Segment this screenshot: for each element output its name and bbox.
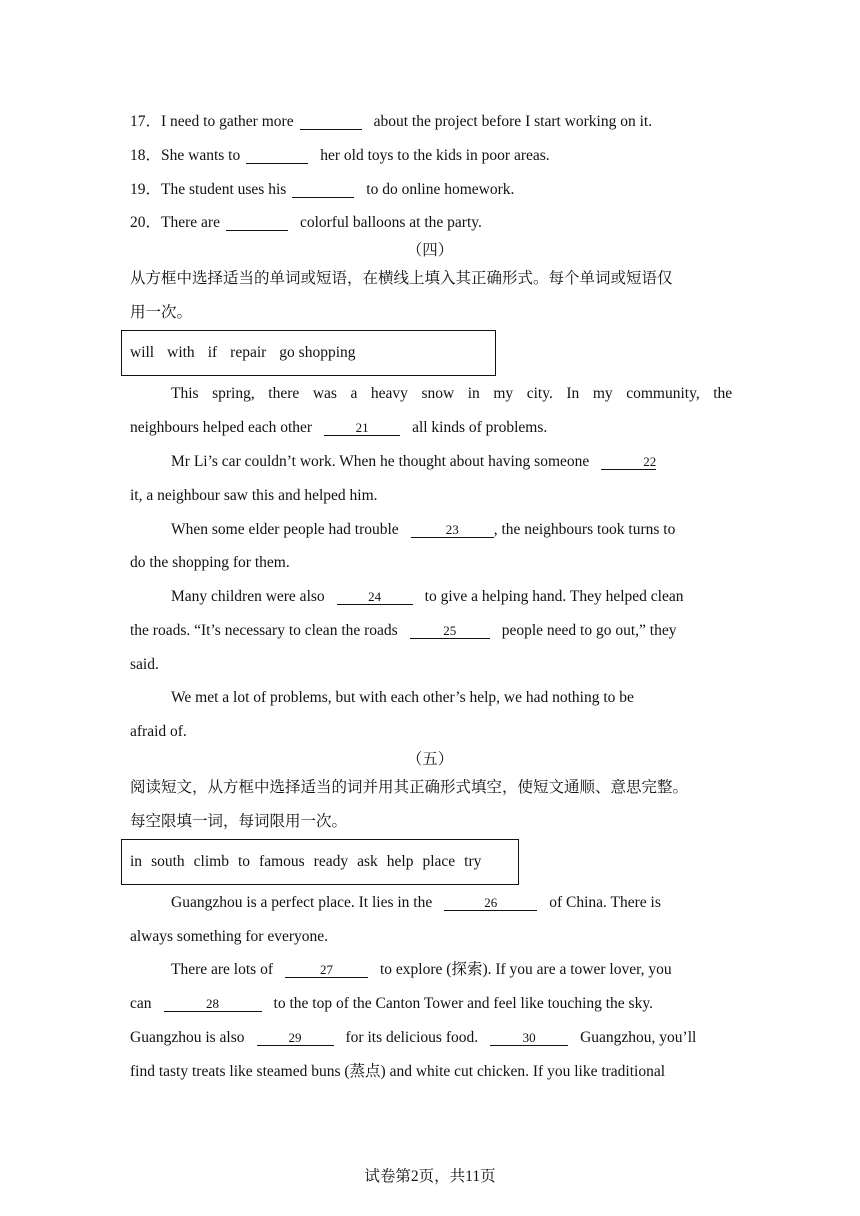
blank-29: 29 bbox=[257, 1031, 334, 1046]
passage-4-p2-line1: Mr Li’s car couldn’t work. When he thought about having someone 22 bbox=[171, 453, 657, 470]
word-box-4 bbox=[121, 330, 496, 376]
answer-blank bbox=[226, 216, 288, 231]
passage-4-p4-line3: said. bbox=[130, 656, 159, 673]
blank-28: 28 bbox=[164, 997, 262, 1012]
question-19: 19．The student uses his to do online homework. bbox=[130, 181, 515, 198]
section-5-instruction: 阅读短文，从方框中选择适当的词并用其正确形式填空，使短文通顺、意思完整。 bbox=[130, 779, 689, 796]
answer-blank bbox=[300, 115, 362, 130]
word-box-item: will bbox=[130, 344, 155, 361]
word-box-item: place bbox=[422, 853, 456, 870]
question-17: 17．I need to gather more about the project before I start working on it. bbox=[130, 113, 653, 130]
word-box-item: ask bbox=[357, 853, 378, 870]
passage-4-p4-line2: the roads. “It’s necessary to clean the roads 25 people need to go out,” they bbox=[130, 622, 677, 639]
section-4-instruction: 从方框中选择适当的单词或短语，在横线上填入其正确形式。每个单词或短语仅 bbox=[130, 270, 673, 287]
passage-5-p2-line2: can 28 to the top of the Canton Tower and feel like touching the sky. bbox=[130, 995, 653, 1012]
passage-5-p2-line1: There are lots of 27 to explore (探索). If you are a tower lover, you bbox=[171, 961, 672, 978]
word-box-item: go shopping bbox=[279, 344, 356, 361]
passage-4-p3-line2: do the shopping for them. bbox=[130, 554, 290, 571]
blank-27: 27 bbox=[285, 963, 368, 978]
blank-30: 30 bbox=[490, 1031, 568, 1046]
passage-5-p2-line3: Guangzhou is also 29 for its delicious food. 30 Guangzhou, you’ll bbox=[130, 1029, 697, 1046]
blank-23: 23 bbox=[411, 523, 494, 538]
question-18: 18．She wants to her old toys to the kids in poor areas. bbox=[130, 147, 550, 164]
passage-4-p5-line2: afraid of. bbox=[130, 723, 187, 740]
passage-5-p1-line1: Guangzhou is a perfect place. It lies in the 26 of China. There is bbox=[171, 894, 661, 911]
word-box-item: with bbox=[167, 344, 195, 361]
blank-25: 25 bbox=[410, 624, 490, 639]
word-box-item: climb bbox=[193, 853, 229, 870]
passage-4-p4-line1: Many children were also 24 to give a helping hand. They helped clean bbox=[171, 588, 684, 605]
word-box-item: repair bbox=[230, 344, 267, 361]
word-box-item: ready bbox=[313, 853, 349, 870]
word-box-item: south bbox=[151, 853, 185, 870]
section-5-heading: （五） bbox=[406, 751, 454, 768]
blank-21: 21 bbox=[324, 421, 400, 436]
word-box-item: famous bbox=[259, 853, 305, 870]
word-box-item: in bbox=[130, 853, 143, 870]
answer-blank bbox=[292, 183, 354, 198]
answer-blank bbox=[246, 149, 308, 164]
blank-22: 22 bbox=[601, 455, 656, 470]
passage-4-p2-line2: it, a neighbour saw this and helped him. bbox=[130, 487, 378, 504]
word-box-item: if bbox=[207, 344, 218, 361]
passage-4-p3-line1: When some elder people had trouble 23 , the neighbours took turns to bbox=[171, 521, 676, 538]
page-footer: 试卷第2页，共11页 bbox=[364, 1168, 496, 1185]
word-box-item: help bbox=[386, 853, 414, 870]
section-5-instruction-cont: 每空限填一词，每词限用一次。 bbox=[130, 813, 348, 830]
section-4-heading: （四） bbox=[406, 242, 454, 259]
passage-4-p1-line1: This spring, there was a heavy snow in my city. In my community, the bbox=[171, 385, 733, 402]
word-box-item: to bbox=[237, 853, 251, 870]
passage-4-p1-line2: neighbours helped each other 21 all kinds of problems. bbox=[130, 419, 548, 436]
blank-24: 24 bbox=[337, 590, 413, 605]
word-box-item: try bbox=[464, 853, 482, 870]
blank-26: 26 bbox=[444, 896, 537, 911]
word-box-5 bbox=[121, 839, 519, 885]
passage-5-p2-line4: find tasty treats like steamed buns (蒸点) and white cut chicken. If you like traditional bbox=[130, 1063, 666, 1080]
passage-4-p5-line1: We met a lot of problems, but with each other’s help, we had nothing to be bbox=[171, 689, 634, 706]
section-4-instruction-cont: 用一次。 bbox=[130, 304, 193, 321]
question-20: 20．There are colorful balloons at the party. bbox=[130, 214, 482, 231]
passage-5-p1-line2: always something for everyone. bbox=[130, 928, 328, 945]
